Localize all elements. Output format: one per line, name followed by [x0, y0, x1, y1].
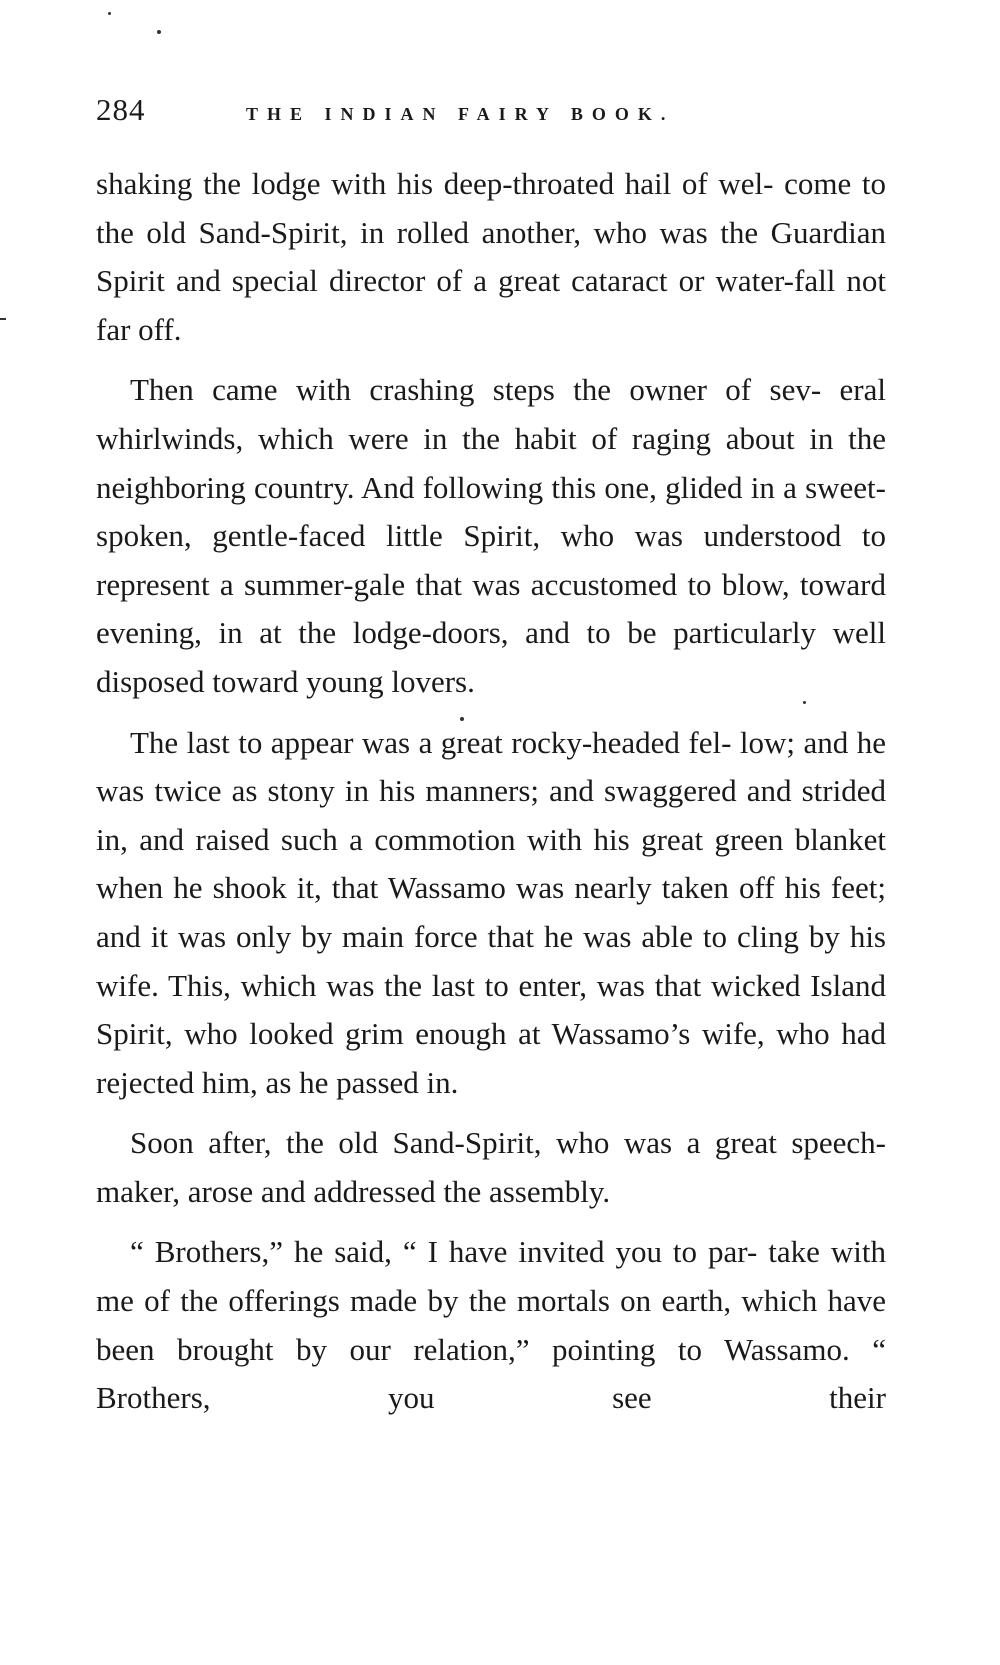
paragraph: Then came with crashing steps the owner of sev- eral whirlwinds, which were in the habit of raging about in the neighboring country. And following this one, glided in a sweet-spoken, gentle-faced little Spirit, who was understood to represent a summer-gale that was accustomed to blow, toward evening, in at the lodge-doors, and to be particularly well disposed toward young lovers. [96, 372, 886, 699]
body-text [96, 160, 886, 1435]
running-head: THE INDIAN FAIRY BOOK. [246, 104, 675, 124]
paragraph: “ Brothers,” he said, “ I have invited you to par- take with me of the offerings made by the mortals on earth, which have been brought by our relation,” pointing to Wassamo. “ Brothers, you see their [96, 1234, 886, 1416]
ink-speck [157, 30, 161, 34]
paragraph: Soon after, the old Sand-Spirit, who was a great speech-maker, arose and addressed the assembly. [96, 1125, 886, 1209]
ink-speck [0, 318, 6, 320]
paragraph: The last to appear was a great rocky-headed fel- low; and he was twice as stony in his manners; and swaggered and strided in, and raised such a commotion with his great green blanket when he shook it, that Wassamo was nearly taken off his feet; and it was only by main force that he was able to cling by his wife. This, which was the last to enter, was that wicked Island Spirit, who looked grim enough at Wassamo’s wife, who had rejected him, as he passed in. [96, 724, 886, 1100]
page-number: 284 [96, 92, 146, 127]
paragraph: shaking the lodge with his deep-throated hail of wel- come to the old Sand-Spirit, in rolled another, who was the Guardian Spirit and special director of a great cataract or water-fall not far off. [96, 166, 886, 347]
page-header [96, 92, 896, 132]
ink-speck [108, 12, 111, 15]
